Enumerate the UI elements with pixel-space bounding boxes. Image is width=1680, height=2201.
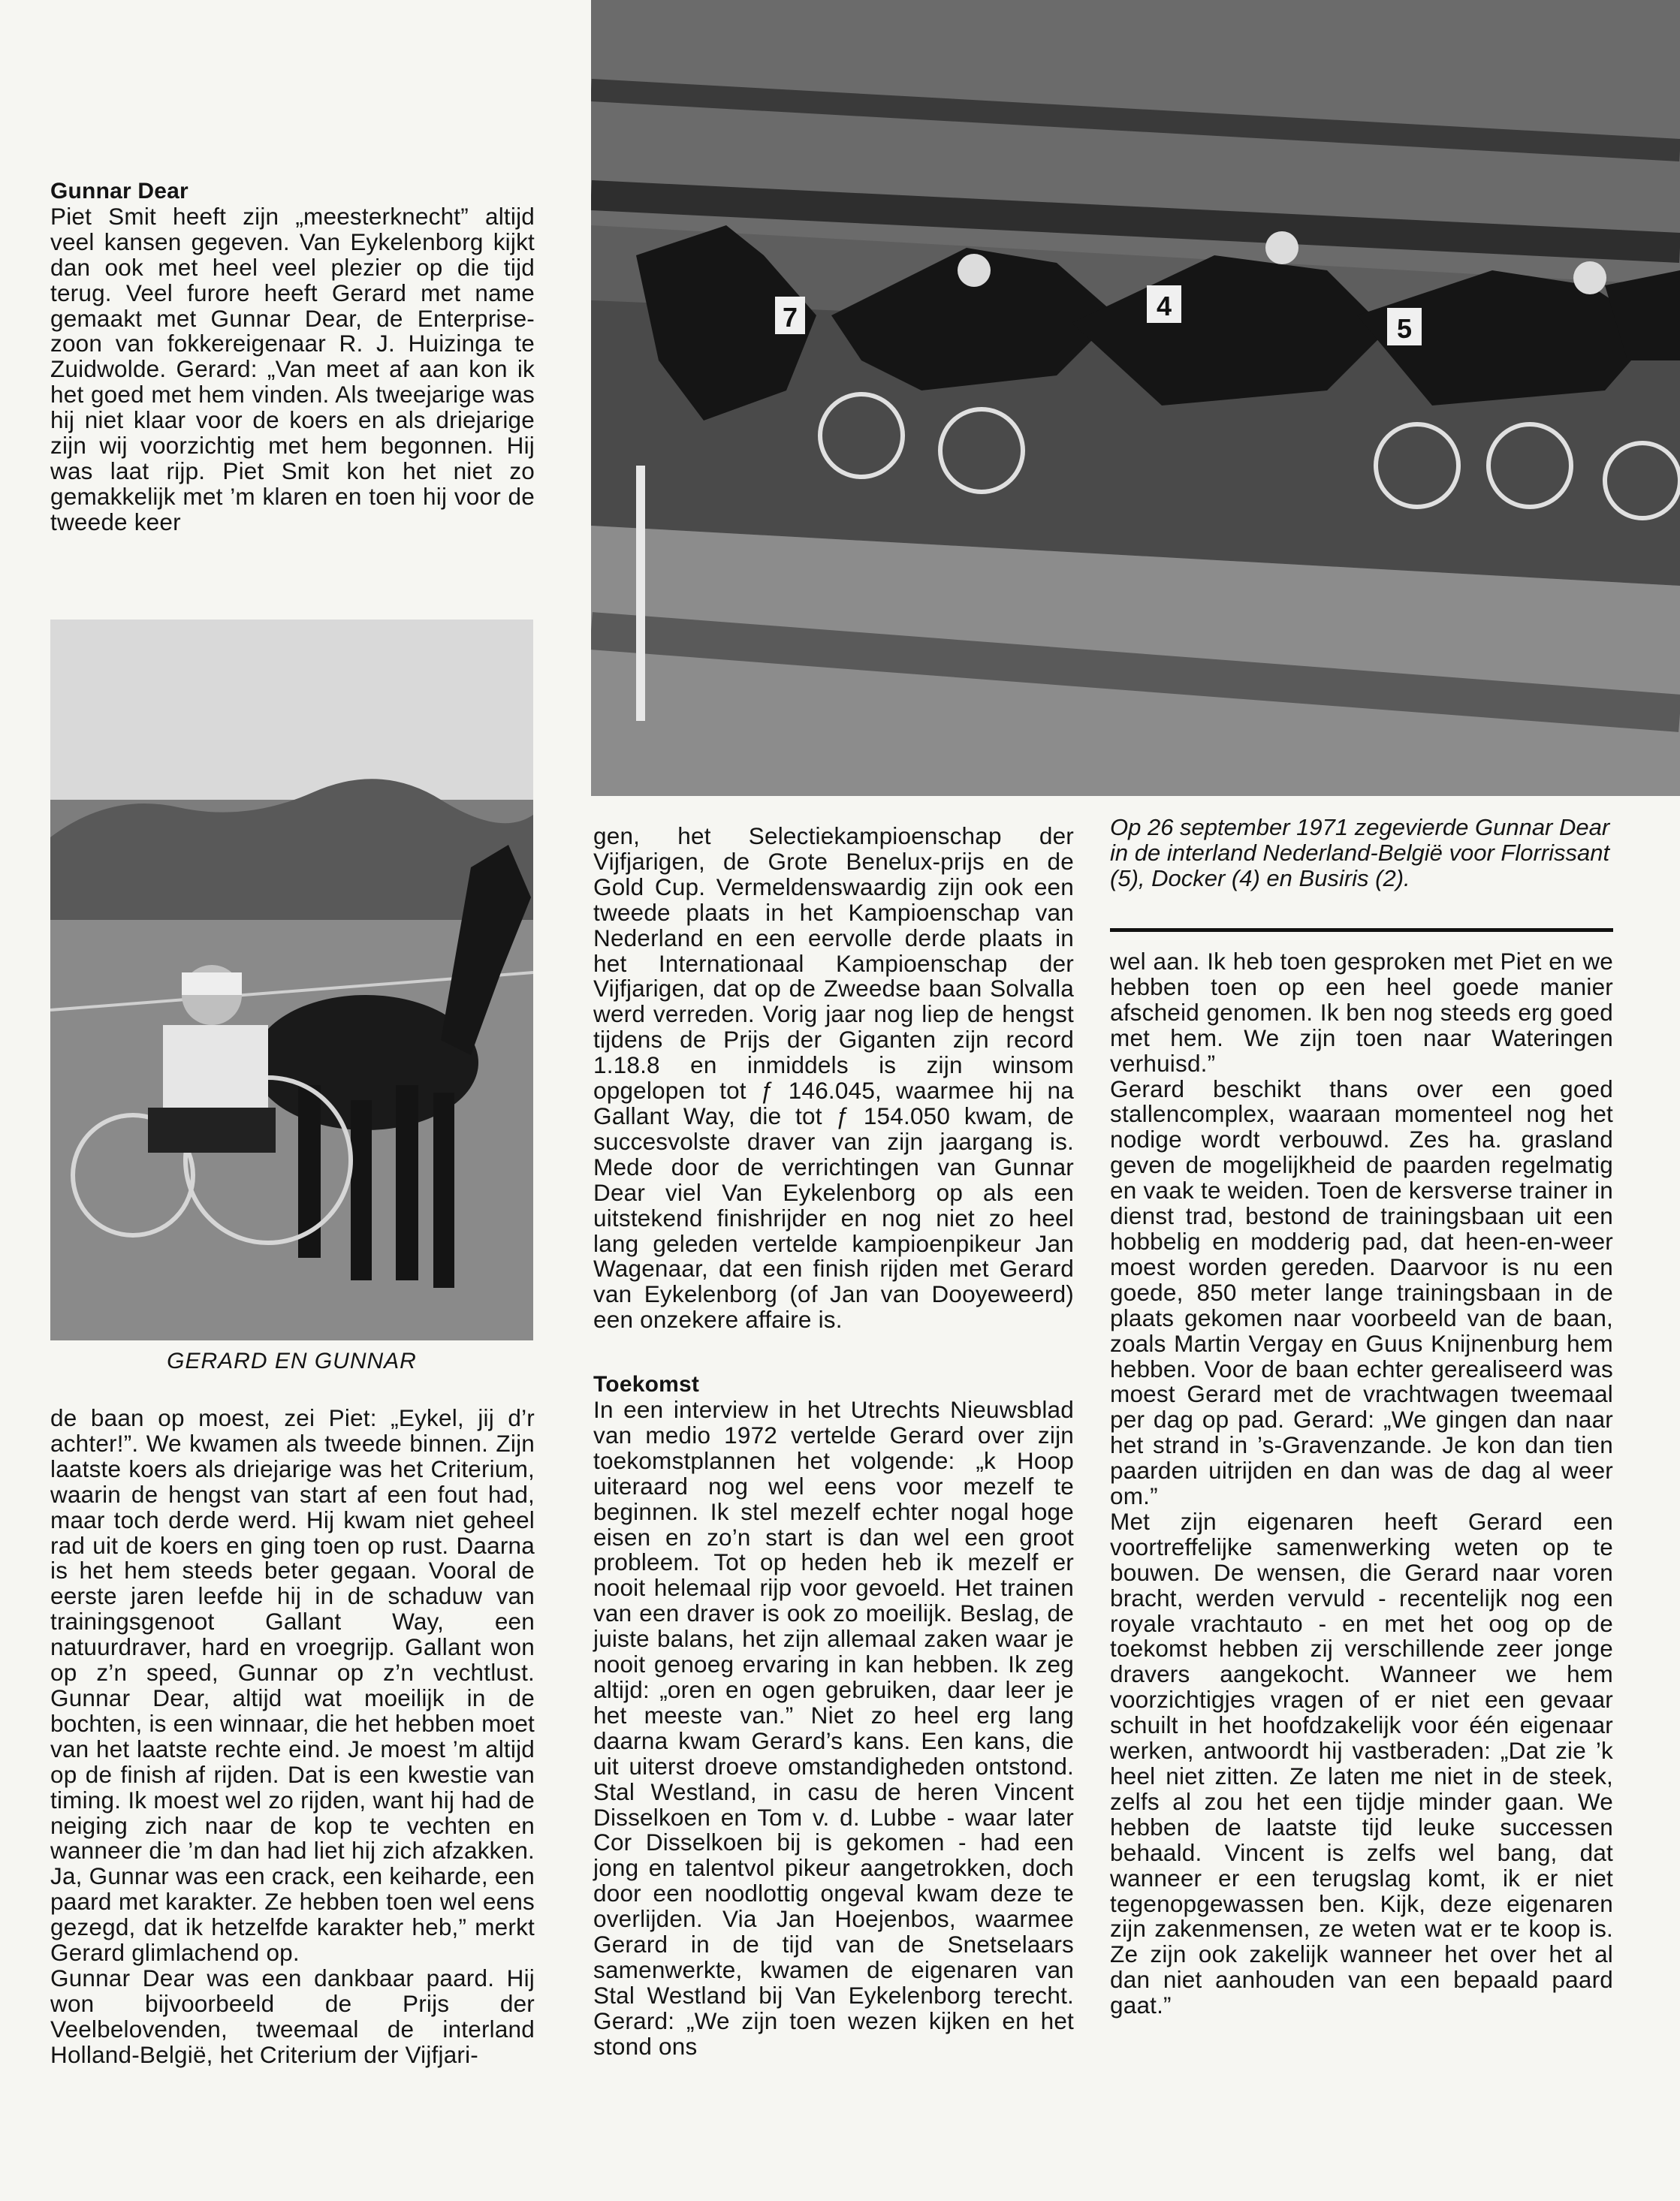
race-number-1: 7 <box>782 302 798 333</box>
column-1-bottom <box>50 1406 535 2068</box>
column-1-top <box>50 179 535 535</box>
paragraph-farewell: wel aan. Ik heb toen gesproken met Piet en we hebben toen op een heel goede manier afscheid genomen. Ik ben nog steeds erg goed met hem. We zijn toen naar Wateringen verhuisd.” <box>1110 948 1613 1077</box>
photo-race <box>591 0 1680 796</box>
section-heading-toekomst: Toekomst <box>593 1372 700 1397</box>
race-number-3: 5 <box>1396 313 1413 344</box>
photo-gerard-en-gunnar <box>50 620 533 1340</box>
paragraph-stallencomplex: Gerard beschikt thans over een goed stallencomplex, waaraan momenteel nog het nodige wordt verbouwd. Zes ha. grasland geven de mogelijkheid de paarden regelmatig en vaak te weiden. Toen de kersverse trainer in dienst trad, bestond de trainingsbaan uit een hobbelig en modderig pad, dat heen-en-weer moest worden gereden. Daarvoor is nu een goede, 850 meter lange trainingsbaan in de plaats gekomen naar voorbeeld van de baan, zoals Martin Vergay en Guus Knijnenburg hem hebben. Voor de baan echter gerealiseerd was moest Gerard met de vrachtwagen tweemaal per dag op pad. Gerard: „We gingen dan naar het strand in ’s-Gravenzande. Je kon dan tien paarden uitrijden en dan was de dag al weer om.” <box>1110 1075 1613 1510</box>
caption-gerard-en-gunnar: GERARD EN GUNNAR <box>167 1349 417 1373</box>
paragraph-interview: In een interview in het Utrechts Nieuwsblad van medio 1972 vertelde Gerard over zijn toekomstplannen het volgende: „k Hoop uiteraard nog wel eens voor mezelf te beginnen. Ik stel mezelf echter nogal hoge eisen en zo’n start is dan wel een groot probleem. Tot op heden heb ik mezelf er nooit helemaal rijp voor gevoeld. Het trainen van een draver is ook zo moeilijk. Beslag, de juiste balans, het zijn allemaal zaken waar je nooit genoeg ervaring in kan hebben. Ik zeg altijd: „oren en ogen gebruiken, daar leer je het meeste van.” Niet zo heel erg lang daarna kwam Gerard’s kans. Een kans, die uit uiterst droeve omstandigheden ontstond. Stal Westland, in casu de heren Vincent Disselkoen en Tom v. d. Lubbe - waar later Cor Disselkoen bij is gekomen - had een jong en talentvol pikeur aangetrokken, doch door een noodlottig ongeval kwam deze te overlijden. Via Jan Hoejenbos, waarmee Gerard in de tijd van de Snetselaars samenwerkte, kwamen de eigenaren van Stal Westland bij Van Eykelenborg terecht. Gerard: „We zijn toen wezen kijken en het stond ons <box>593 1396 1074 2060</box>
caption-rule <box>1110 928 1613 932</box>
paragraph-eigenaren: Met zijn eigenaren heeft Gerard een voortreffelijke samenwerking weten op te bouwen. De wensen, die Gerard naar voren bracht, werden vervuld - recentelijk nog een royale vrachtauto - en met het oog op de toekomst hebben zij verschillende zeer jonge dravers aangekocht. Wanneer we hem voorzichtigjes vragen of er niet een gevaar schuilt in het hoofdzakelijk voor één eigenaar werken, antwoordt hij vastberaden: „Dat zie ’k heel niet zitten. Ze laten me niet in de steek, zelfs al zou het een tijdje minder gaan. We hebben de laatste tijd leuke successen behaald. Vincent is zelfs wel bang, dat wanneer er een terugslag komt, ik er niet tegenopgewassen ben. Kijk, deze eigenaren zijn zakenmensen, ze weten wat er te koop is. Ze zijn ook zakelijk wanneer het over het al dan niet aanhouden van een bepaald paard gaat.” <box>1110 1507 1613 2019</box>
paragraph-achievements: gen, het Selectiekampioenschap der Vijfjarigen, de Grote Benelux-prijs en de Gold Cup. Vermeldenswaardig zijn ook een tweede plaats in het Kampioenschap van Nederland en een eervolle derde plaats in het Internationaal Kampioenschap der Vijfjarigen, dat op de Zweedse baan Solvalla werd verreden. Vorig jaar nog liep de hengst tijdens de Prijs der Giganten zijn record 1.18.8 en inmiddels is zijn winsom opgelopen tot ƒ 146.045, waarmee hij na Gallant Way, die tot ƒ 154.050 kwam, de succesvolste draver van zijn jaargang is. Mede door de verrichtingen van Gunnar Dear viel Van Eykelenborg op als een uitstekend finishrijder en nog niet zo heel lang geleden vertelde kampioenpikeur Jan Wagenaar, dat een finish rijden met Gerard van Eykelenborg (of Jan van Dooyeweerd) een onzekere affaire is. <box>593 822 1074 1334</box>
column-3 <box>1110 949 1613 2019</box>
race-number-2: 4 <box>1156 291 1172 321</box>
paragraph-dankbaar-paard: Gunnar Dear was een dankbaar paard. Hij won bijvoorbeeld de Prijs der Veelbelovenden, tweemaal de interland Holland-België, het Criterium der Vijfjari- <box>50 1964 535 2068</box>
paragraph-continued: de baan op moest, zei Piet: „Eykel, jij d’r achter!”. We kwamen als tweede binnen. Zijn laatste koers als driejarige was het Criterium, waarin de hengst van start af een fout had, maar toch derde werd. Hij kwam niet geheel rad uit de koers en ging toen op rust. Daarna is het hem steeds beter gegaan. Vooral de eerste jaren leefde hij in de schaduw van trainingsgenoot Gallant Way, een natuurdraver, hard en vroegrijp. Gallant won op z’n speed, Gunnar op z’n vechtlust. Gunnar Dear, altijd wat moeilijk in de bochten, is een winnaar, die het hebben moet van het laatste rechte eind. Je moest ’m altijd op de finish af rijden. Dat is een kwestie van timing. Ik moest wel zo rijden, want hij had de neiging zich naar de kop te vechten en wanneer die ’m dan had liet hij zich afzakken. Ja, Gunnar was een crack, een keiharde, een paard met karakter. Ze hebben toen wel eens gezegd, dat ik hetzelfde karakter heb,” merkt Gerard glimlachend op. <box>50 1404 535 1967</box>
caption-race: Op 26 september 1971 zegevierde Gunnar Dear in de interland Nederland-België voor Florrissant (5), Docker (4) en Busiris (2). <box>1110 814 1610 891</box>
section-heading-gunnar-dear: Gunnar Dear <box>50 179 189 204</box>
column-2 <box>593 824 1074 2060</box>
paragraph-intro: Piet Smit heeft zijn „meesterknecht” altijd veel kansen gegeven. Van Eykelenborg kijkt dan ook met heel veel plezier op die tijd terug. Veel furore heeft Gerard met name gemaakt met Gunnar Dear, de Enterprise-zoon van fokkereigenaar R. J. Huizinga te Zuidwolde. Gerard: „Van meet af aan kon ik het goed met hem vinden. Als tweejarige was hij niet klaar voor de koers en als driejarige zijn wij voorzichtig met hem begonnen. Hij was laat rijp. Piet Smit kon het niet zo gemakkelijk met ’m klaren en toen hij voor de tweede keer <box>50 202 535 535</box>
